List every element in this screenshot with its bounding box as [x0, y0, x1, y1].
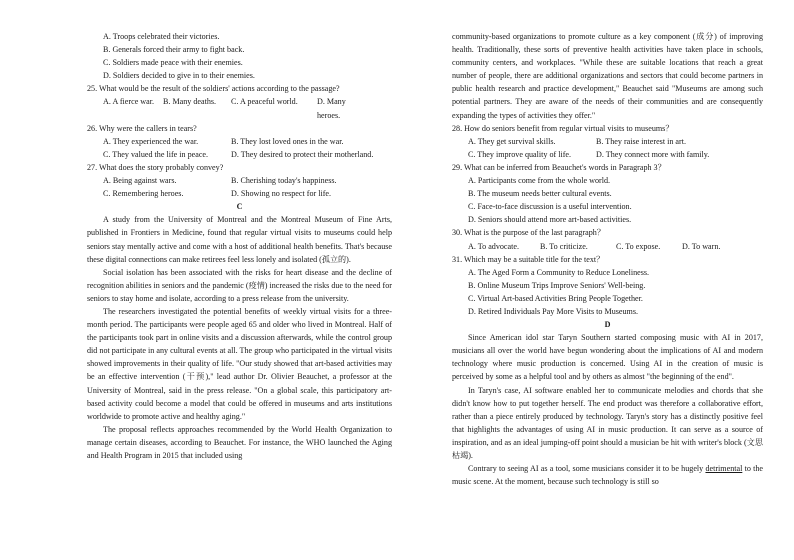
q26-option-a: A. They experienced the war. — [103, 136, 199, 146]
passage-d-paragraph-3-start: Contrary to seeing AI as a tool, some musicians consider it to be hugely — [468, 464, 704, 474]
q26-option-c: C. They valued the life in peace. — [103, 149, 209, 159]
q31-option-a: A. The Aged Form a Community to Reduce Loneliness. — [468, 267, 650, 277]
question-26: 26. Why were the callers in tears? — [87, 123, 197, 133]
q29-option-d: D. Seniors should attend more art-based activities. — [468, 215, 632, 225]
passage-d-paragraph-2: In Taryn's case, AI software enabled her to communicate melodies and chords that she didn't know how to put together herself. The end product was therefore a collaborative effort, rather than a piece entirely produced by technology. Taryn's story has a distinctly positive feel that highlights the advantages of using AI in music production. It can serve as a source of inspiration, and as an ideal jumping-off point should a musician be hit with writer's block (文思枯竭). — [452, 385, 763, 460]
passage-d-paragraph-3 — [452, 462, 763, 488]
right-column — [452, 30, 763, 488]
q27-options-row2 — [87, 187, 392, 200]
question-29: 29. What can be inferred from Beauchet's words in Paragraph 3？ — [452, 162, 666, 172]
q28-option-a: A. They get survival skills. — [468, 136, 556, 146]
passage-c-paragraph-1: A study from the University of Montreal and the Montreal Museum of Fine Arts, published in Frontiers in Medicine, found that regular virtual visits to museums could help seniors stay mentally active and come with a host of additional health benefits. That's because these digital connections can make retirees feel less lonely and isolated (孤立的). — [87, 215, 392, 264]
question-31: 31. Which may be a suitable title for the text？ — [452, 254, 605, 264]
q31-option-b: B. Online Museum Trips Improve Seniors' Well-being. — [468, 280, 646, 290]
question-27: 27. What does the story probably convey? — [87, 162, 224, 172]
q28-option-b: B. They raise interest in art. — [596, 136, 686, 146]
q24-option-c: C. Soldiers made peace with their enemies. — [103, 58, 243, 68]
q30-option-b: B. To criticize. — [540, 241, 588, 251]
q26-option-d: D. They desired to protect their motherland. — [231, 149, 374, 159]
q26-options-row2 — [87, 148, 392, 161]
q27-option-d: D. Showing no respect for life. — [231, 189, 332, 199]
q30-option-c: C. To expose. — [616, 241, 661, 251]
q28-options-row2 — [452, 148, 763, 161]
q29-option-a: A. Participants come from the whole world. — [468, 176, 611, 186]
q30-options — [452, 240, 763, 253]
q30-option-a: A. To advocate. — [468, 241, 519, 251]
q24-option-b: B. Generals forced their army to fight back. — [103, 45, 245, 55]
q28-option-c: C. They improve quality of life. — [468, 149, 572, 159]
q25-options — [87, 95, 392, 121]
q30-option-d: D. To warn. — [682, 241, 721, 251]
q29-option-c: C. Face-to-face discussion is a useful intervention. — [468, 202, 632, 212]
section-c-heading: C — [236, 202, 243, 212]
q29-option-b: B. The museum needs better cultural events. — [468, 189, 612, 199]
q28-option-d: D. They connect more with family. — [596, 149, 710, 159]
q28-options-row1 — [452, 135, 763, 148]
passage-c-paragraph-3: The researchers investigated the potential benefits of weekly virtual visits for a three-month period. The participants were people aged 65 and older who lived in Montreal. Half of the participants took part in online visits and a discussion afterwards, while the control group did not participate in any cultural events at all. The group who participated in the virtual visits showed improvements in their quality of life. "Our study showed that art-based activities may be an effective intervention (干预)," lead author Dr. Olivier Beauchet, a professor at the University of Montreal, said in the press release. "On a global scale, this participatory art-based activity could become a model that could be offered in museums and arts institutions worldwide to promote active and healthy aging." — [87, 306, 392, 421]
q27-option-c: C. Remembering heroes. — [103, 189, 184, 199]
q26-options-row1 — [87, 135, 392, 148]
q25-option-d: D. Many heroes. — [317, 97, 346, 120]
q25-option-c: C. A peaceful world. — [231, 97, 298, 107]
q24-option-a: A. Troops celebrated their victories. — [103, 32, 220, 41]
q26-option-b: B. They lost loved ones in the war. — [231, 136, 344, 146]
passage-c-paragraph-4-continued: community-based organizations to promote culture as a key component (成分) of improving health. Traditionally, these sorts of preventive health activities have taken place in schools, community centers, and workplaces. "While these are suitable locations that reach a great number of people, there are additional organizations and sectors that could become partners in public health research and practice development," Beauchet said "Museums are among such potential partners. They are aware of the needs of their communities and are consequently expanding the types of activities they offer." — [452, 32, 763, 120]
section-d-heading: D — [604, 320, 611, 330]
passage-c-paragraph-4: The proposal reflects approaches recommended by the World Health Organization to manage certain diseases, according to Beauchet. For instance, the WHO launched the Aging and Health Program in 2015 that included using — [87, 424, 392, 460]
q31-option-c: C. Virtual Art-based Activities Bring People Together. — [468, 293, 643, 303]
underlined-word: detrimental — [705, 464, 743, 474]
q31-option-d: D. Retired Individuals Pay More Visits to Museums. — [468, 306, 638, 316]
question-28: 28. How do seniors benefit from regular virtual visits to museums？ — [452, 123, 674, 133]
question-30: 30. What is the purpose of the last paragraph？ — [452, 228, 605, 238]
q27-options-row1 — [87, 174, 392, 187]
q25-option-a: A. A fierce war. — [103, 97, 155, 107]
q24-option-d: D. Soldiers decided to give in to their enemies. — [103, 71, 255, 81]
q27-option-b: B. Cherishing today's happiness. — [231, 176, 337, 186]
left-column — [87, 30, 392, 462]
passage-c-paragraph-2: Social isolation has been associated with the risks for heart disease and the decline of recognition abilities in seniors and the pandemic (疫情) increased the risks due to the need for seniors to stay home and isolate, according to a press release from the university. — [87, 267, 392, 303]
q25-option-b: B. Many deaths. — [163, 97, 217, 107]
question-25: 25. What would be the result of the soldiers' actions according to the passage? — [87, 84, 340, 94]
passage-d-paragraph-3-end: to the music scene. At the moment, because such technology is still so — [452, 464, 763, 487]
q27-option-a: A. Being against wars. — [103, 176, 177, 186]
passage-d-paragraph-1: Since American idol star Taryn Southern started composing music with AI in 2017, musicians all over the world have begun wondering about the implications of AI and modern technology where music production is concerned. Using AI in the creation of music is perceived by some as a helpful tool and by others as almost "the beginning of the end". — [452, 333, 763, 382]
